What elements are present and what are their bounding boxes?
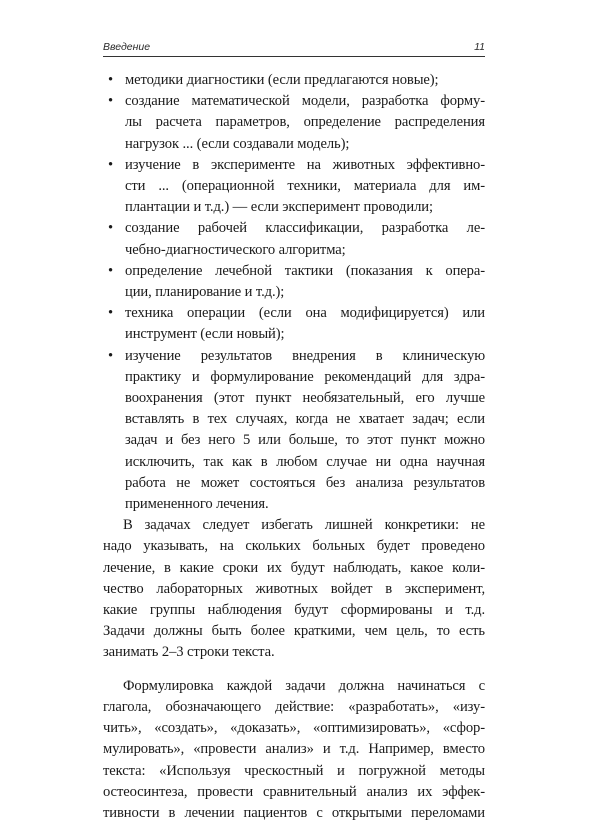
text-line: нагрузок ... (если создавали модель); bbox=[125, 135, 350, 152]
text-line: изучение результатов внедрения в клиническую bbox=[125, 347, 485, 364]
paragraph bbox=[103, 515, 485, 663]
text-line: инструмент (если новый); bbox=[125, 326, 285, 343]
text-line: работа не может состояться без анализа результатов bbox=[125, 474, 485, 491]
text-line: чество лабораторных животных войдет в эксперимент, bbox=[103, 580, 485, 597]
text-line: остеосинтеза, провести сравнительный анализ их эффек- bbox=[103, 783, 485, 800]
body-text bbox=[103, 70, 485, 824]
text-line: какие группы наблюдения будут сформированы и т.д. bbox=[103, 602, 485, 619]
list-item bbox=[103, 91, 485, 155]
book-page bbox=[103, 38, 485, 824]
bullet-icon: • bbox=[108, 220, 114, 237]
section-title: Введение bbox=[103, 41, 151, 53]
text-line: методики диагностики (если предлагаются новые); bbox=[125, 72, 439, 88]
text-line: создание рабочей классификации, разработка ле- bbox=[125, 220, 485, 237]
text-line: воохранения (этот пункт необязательный, его лучше bbox=[125, 390, 485, 407]
text-line: задач и без него 5 или больше, то этот пункт можно bbox=[125, 432, 485, 449]
text-line: текста: «Используя чрескостный и погружной методы bbox=[103, 762, 485, 779]
list-item bbox=[103, 218, 485, 260]
text-line: изучение в эксперименте на животных эффективно- bbox=[125, 156, 485, 173]
text-line: лы расчета параметров, определение распределения bbox=[125, 114, 485, 131]
bullet-icon: • bbox=[108, 72, 114, 88]
text-line: Формулировка каждой задачи должна начинаться с bbox=[123, 677, 485, 694]
running-header bbox=[103, 38, 485, 56]
text-line: чить», «создать», «доказать», «оптимизировать», «сфор- bbox=[103, 720, 485, 737]
paragraphs bbox=[103, 515, 485, 824]
text-line: техника операции (если она модифицируется) или bbox=[125, 305, 485, 322]
text-line: В задачах следует избегать лишней конкретики: не bbox=[123, 517, 485, 534]
list-item bbox=[103, 346, 485, 516]
bullet-icon: • bbox=[108, 156, 114, 173]
text-line: занимать 2–3 строки текста. bbox=[103, 644, 275, 661]
bullet-icon: • bbox=[108, 93, 114, 110]
header-rule bbox=[103, 56, 485, 57]
text-line: лечение, в какие сроки их будут наблюдать, какое коли- bbox=[103, 559, 485, 576]
text-line: мулировать», «провести анализ» и т.д. Например, вместо bbox=[103, 741, 485, 758]
text-line: Задачи должны быть более краткими, чем цель, то есть bbox=[103, 623, 485, 640]
text-line: сти ... (операционной техники, материала для им- bbox=[125, 178, 485, 195]
list-item bbox=[103, 155, 485, 219]
task-list bbox=[103, 70, 485, 515]
bullet-icon: • bbox=[108, 347, 114, 364]
text-line: примененного лечения. bbox=[125, 496, 269, 513]
text-line: ции, планирование и т.д.); bbox=[125, 284, 285, 301]
text-line: плантации и т.д.) — если эксперимент проводили; bbox=[125, 199, 433, 216]
text-line: надо указывать, на скольких больных будет проведено bbox=[103, 538, 485, 555]
text-line: исключить, так как в любом случае ни одна научная bbox=[125, 453, 485, 470]
text-line: определение лечебной тактики (показания к опера- bbox=[125, 262, 485, 279]
list-item bbox=[103, 261, 485, 303]
text-line: создание математической модели, разработка форму- bbox=[125, 93, 485, 110]
text-line: практику и формулирование рекомендаций для здра- bbox=[125, 368, 485, 385]
bullet-icon: • bbox=[108, 305, 114, 322]
page-number: 11 bbox=[474, 41, 485, 53]
text-line: вставлять в тех случаях, когда не хватает задач; если bbox=[125, 411, 485, 428]
list-item bbox=[103, 303, 485, 345]
list-item bbox=[103, 70, 485, 91]
bullet-icon: • bbox=[108, 262, 114, 279]
text-line: тивности в лечении пациентов с открытыми переломами bbox=[103, 804, 485, 821]
text-line: чебно-диагностического алгоритма; bbox=[125, 241, 346, 258]
text-line: глагола, обозначающего действие: «разработать», «изу- bbox=[103, 698, 485, 715]
